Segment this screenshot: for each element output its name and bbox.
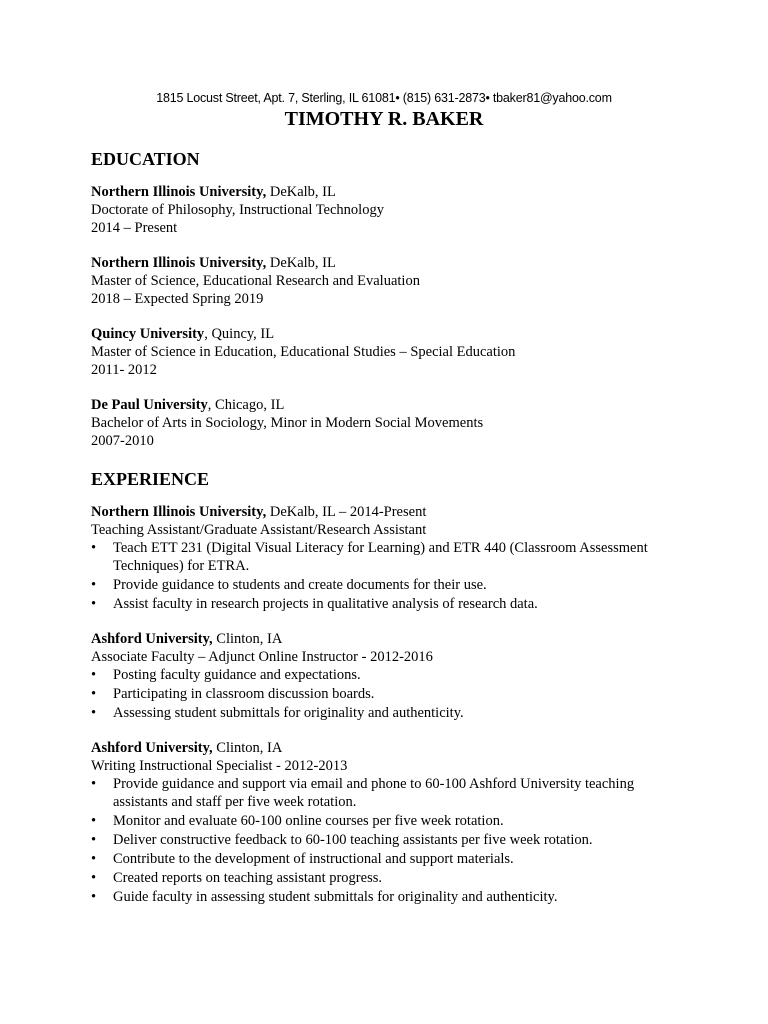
education-school-line (91, 325, 691, 343)
education-school-line (91, 396, 691, 414)
experience-entry (91, 503, 691, 613)
degree: Master of Science, Educational Research and Evaluation (91, 273, 420, 289)
school-name: Northern Illinois University, (91, 184, 267, 200)
duty-list (91, 666, 691, 722)
bullet-icon: • (91, 686, 97, 702)
experience-org-line (91, 503, 691, 521)
duty-item (91, 888, 691, 906)
bullet-icon: • (91, 540, 97, 556)
contact-line: 1815 Locust Street, Apt. 7, Sterling, IL 61081• (815) 631-2873• tbaker81@yahoo.com (156, 91, 612, 105)
duty-text: Monitor and evaluate 60-100 online courses per five week rotation. (113, 813, 504, 829)
education-entry (91, 254, 691, 308)
bullet-icon: • (91, 889, 97, 905)
bullet-icon: • (91, 851, 97, 867)
duty-text: Guide faculty in assessing student submittals for originality and authenticity. (113, 889, 558, 905)
bullet-icon: • (91, 832, 97, 848)
duty-list (91, 775, 691, 906)
bullet-icon: • (91, 776, 97, 792)
employer-location: Clinton, IA (212, 740, 283, 756)
duty-item (91, 850, 691, 868)
experience-entry (91, 630, 691, 722)
school-name: Northern Illinois University, (91, 255, 267, 271)
degree-dates: 2007-2010 (91, 433, 154, 449)
job-title: Teaching Assistant/Graduate Assistant/Research Assistant (91, 522, 427, 538)
education-heading: EDUCATION (91, 149, 200, 169)
degree-dates: 2014 – Present (91, 220, 178, 236)
bullet-icon: • (91, 596, 97, 612)
bullet-icon: • (91, 813, 97, 829)
duty-text: Teach ETT 231 (Digital Visual Literacy for Learning) and ETR 440 (Classroom Assessment Techniques) for ETRA. (113, 540, 648, 574)
employer-location: Clinton, IA (212, 631, 283, 647)
experience-org-line (91, 739, 691, 757)
degree: Doctorate of Philosophy, Instructional Technology (91, 202, 384, 218)
duty-text: Assessing student submittals for originality and authenticity. (113, 705, 464, 721)
school-name: De Paul University (91, 397, 208, 413)
education-entry (91, 325, 691, 379)
duty-item (91, 831, 691, 849)
employer-name: Ashford University, (91, 740, 213, 756)
duty-item (91, 576, 691, 594)
school-location: , Quincy, IL (204, 326, 275, 342)
experience-org-line (91, 630, 691, 648)
job-title: Writing Instructional Specialist - 2012-2013 (91, 758, 348, 774)
duty-item (91, 812, 691, 830)
duty-text: Assist faculty in research projects in qualitative analysis of research data. (113, 596, 538, 612)
employer-name: Northern Illinois University, (91, 504, 267, 520)
duty-item (91, 704, 691, 722)
school-location: , Chicago, IL (207, 397, 285, 413)
duty-text: Participating in classroom discussion boards. (113, 686, 375, 702)
duty-text: Posting faculty guidance and expectations. (113, 667, 361, 683)
duty-text: Deliver constructive feedback to 60-100 teaching assistants per five week rotation. (113, 832, 593, 848)
duty-text: Provide guidance and support via email and phone to 60-100 Ashford University teaching assistants and staff per five week rotation. (113, 776, 635, 810)
school-location: DeKalb, IL (266, 255, 336, 271)
education-entry (91, 396, 691, 450)
education-school-line (91, 183, 691, 201)
experience-heading-wrap (91, 467, 691, 491)
school-name: Quincy University (91, 326, 205, 342)
bullet-icon: • (91, 870, 97, 886)
duty-list (91, 539, 691, 613)
duty-text: Created reports on teaching assistant progress. (113, 870, 382, 886)
job-title: Associate Faculty – Adjunct Online Instructor - 2012-2016 (91, 649, 433, 665)
degree: Master of Science in Education, Educational Studies – Special Education (91, 344, 516, 360)
bullet-icon: • (91, 577, 97, 593)
education-entry (91, 183, 691, 237)
experience-heading: EXPERIENCE (91, 469, 210, 489)
school-location: DeKalb, IL (266, 184, 336, 200)
degree: Bachelor of Arts in Sociology, Minor in Modern Social Movements (91, 415, 484, 431)
duty-text: Provide guidance to students and create documents for their use. (113, 577, 487, 593)
employer-location: DeKalb, IL – 2014-Present (266, 504, 427, 520)
degree-dates: 2011- 2012 (91, 362, 157, 378)
experience-entry (91, 739, 691, 906)
duty-item (91, 539, 691, 575)
degree-dates: 2018 – Expected Spring 2019 (91, 291, 264, 307)
duty-item (91, 869, 691, 887)
education-school-line (91, 254, 691, 272)
bullet-icon: • (91, 667, 97, 683)
duty-item (91, 595, 691, 613)
duty-item (91, 775, 691, 811)
resume-body (91, 147, 691, 923)
duty-text: Contribute to the development of instructional and support materials. (113, 851, 514, 867)
duty-item (91, 666, 691, 684)
bullet-icon: • (91, 705, 97, 721)
employer-name: Ashford University, (91, 631, 213, 647)
duty-item (91, 685, 691, 703)
candidate-name: TIMOTHY R. BAKER (284, 108, 484, 130)
